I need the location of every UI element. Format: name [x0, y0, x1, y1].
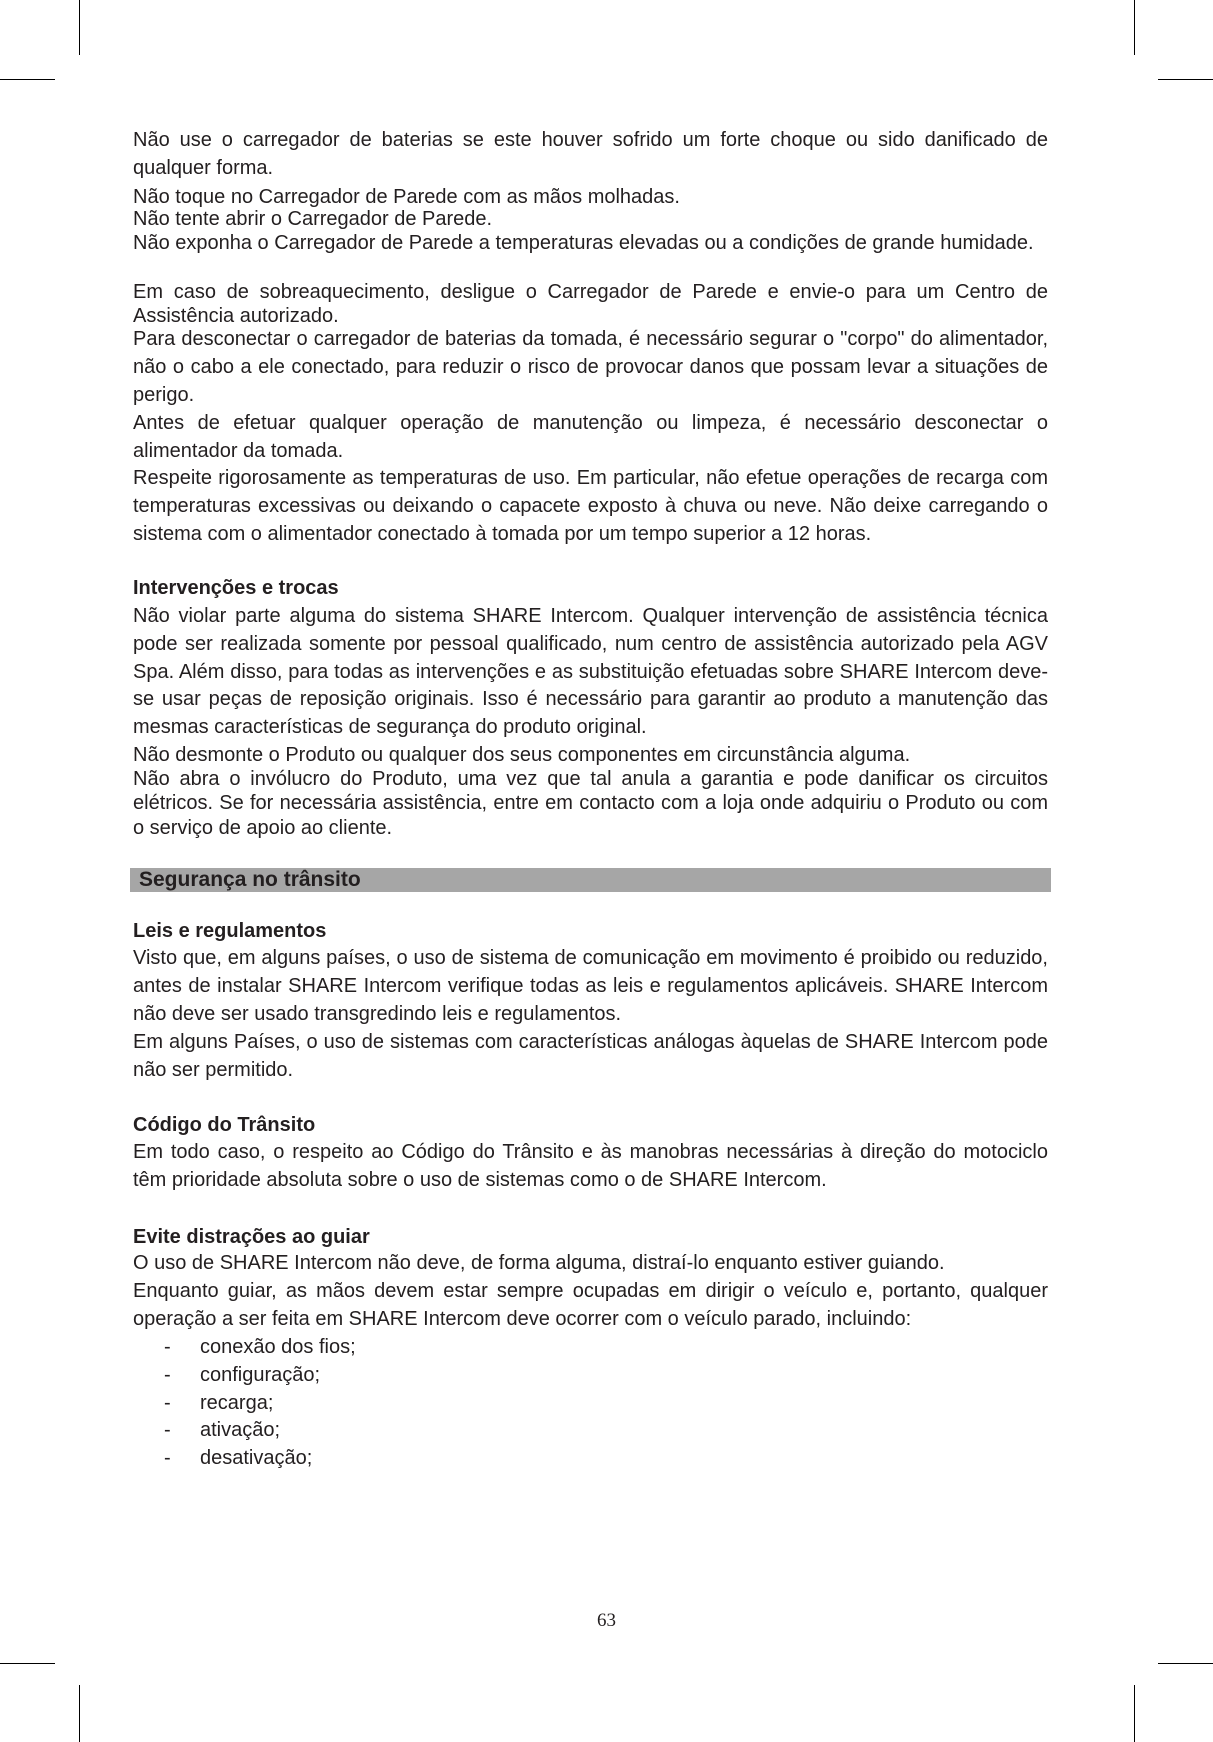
paragraph: Em alguns Países, o uso de sistemas com características análogas àquelas de SHARE Intercom pode não ser permitido. — [133, 1031, 1048, 1081]
crop-mark — [0, 79, 55, 80]
paragraph: Em todo caso, o respeito ao Código do Trânsito e às manobras necessárias à direção do motociclo têm prioridade absoluta sobre o uso de sistemas como o de SHARE Intercom. — [133, 1141, 1048, 1191]
paragraph: Não use o carregador de baterias se este houver sofrido um forte choque ou sido danificado de qualquer forma. — [133, 129, 1048, 179]
crop-mark — [1158, 1663, 1213, 1664]
paragraph: Para desconectar o carregador de baterias da tomada, é necessário segurar o "corpo" do alimentador, não o cabo a ele conectado, para reduzir o risco de provocar danos que possam levar a situações de perigo. — [133, 328, 1048, 406]
list-item-text: recarga; — [200, 1391, 274, 1414]
subheading: Intervenções e trocas — [133, 577, 339, 599]
paragraph: Não desmonte o Produto ou qualquer dos seus componentes em circunstância alguma. — [133, 744, 911, 766]
paragraph: Não toque no Carregador de Parede com as mãos molhadas. — [133, 186, 680, 208]
paragraph: Não violar parte alguma do sistema SHARE Intercom. Qualquer intervenção de assistência técnica pode ser realizada somente por pessoal qualificado, num centro de assistência autorizado pela AGV Spa. Além disso, para todas as intervenções e as substituição efetuadas sobre SHARE Intercom deve-se usar peças de reposição originais. Isso é necessário para garantir ao produto a manutenção das mesmas características de segurança do produto original. — [133, 605, 1048, 739]
list-item — [133, 1390, 356, 1418]
list-item — [133, 1417, 356, 1445]
subheading: Código do Trânsito — [133, 1114, 316, 1136]
list-item-text: ativação; — [200, 1419, 281, 1442]
dash-bullet: - — [164, 1336, 171, 1358]
dash-bullet: - — [164, 1447, 171, 1470]
section-title: Segurança no trânsito — [139, 868, 361, 891]
section-header-bar — [130, 868, 1051, 892]
paragraph: Não tente abrir o Carregador de Parede. — [133, 208, 493, 230]
list-item-text: configuração; — [200, 1363, 321, 1386]
paragraph: Enquanto guiar, as mãos devem estar sempre ocupadas em dirigir o veículo e, portanto, qualquer operação a ser feita em SHARE Intercom deve ocorrer com o veículo parado, incluindo: — [133, 1280, 1048, 1330]
list-item — [133, 1445, 356, 1473]
subheading: Leis e regulamentos — [133, 920, 327, 942]
crop-mark — [79, 0, 80, 55]
paragraph: Não abra o invólucro do Produto, uma vez que tal anula a garantia e pode danificar os circuitos elétricos. Se for necessária assistência, entre em contacto com a loja onde adquiriu o Produto ou com o serviço de apoio ao cliente. — [133, 768, 1048, 839]
dash-bullet: - — [164, 1363, 171, 1386]
list-item-text: desativação; — [200, 1447, 313, 1470]
paragraph: Não exponha o Carregador de Parede a temperaturas elevadas ou a condições de grande humidade. — [133, 232, 1034, 254]
paragraph: O uso de SHARE Intercom não deve, de forma alguma, distraí-lo enquanto estiver guiando. — [133, 1252, 945, 1274]
crop-mark — [1134, 0, 1135, 55]
bullet-list — [133, 1334, 356, 1473]
subheading: Evite distrações ao guiar — [133, 1226, 370, 1248]
paragraph: Visto que, em alguns países, o uso de sistema de comunicação em movimento é proibido ou reduzido, antes de instalar SHARE Intercom verifique todas as leis e regulamentos aplicáveis. SHARE Intercom não deve ser usado transgredindo leis e regulamentos. — [133, 947, 1048, 1025]
dash-bullet: - — [164, 1391, 171, 1414]
crop-mark — [79, 1685, 80, 1742]
crop-mark — [0, 1663, 55, 1664]
dash-bullet: - — [164, 1419, 171, 1442]
crop-mark — [1158, 79, 1213, 80]
paragraph: Respeite rigorosamente as temperaturas de uso. Em particular, não efetue operações de recarga com temperaturas excessivas ou deixando o capacete exposto à chuva ou neve. Não deixe carregando o sistema com o alimentador conectado à tomada por um tempo superior a 12 horas. — [133, 467, 1048, 545]
page-number: 63 — [597, 1610, 616, 1631]
list-item — [133, 1362, 356, 1390]
paragraph: Em caso de sobreaquecimento, desligue o Carregador de Parede e envie-o para um Centro de Assistência autorizado. — [133, 281, 1048, 328]
crop-mark — [1134, 1685, 1135, 1742]
paragraph: Antes de efetuar qualquer operação de manutenção ou limpeza, é necessário desconectar o alimentador da tomada. — [133, 412, 1048, 462]
list-item — [133, 1334, 356, 1362]
list-item-text: conexão dos fios; — [200, 1336, 356, 1358]
